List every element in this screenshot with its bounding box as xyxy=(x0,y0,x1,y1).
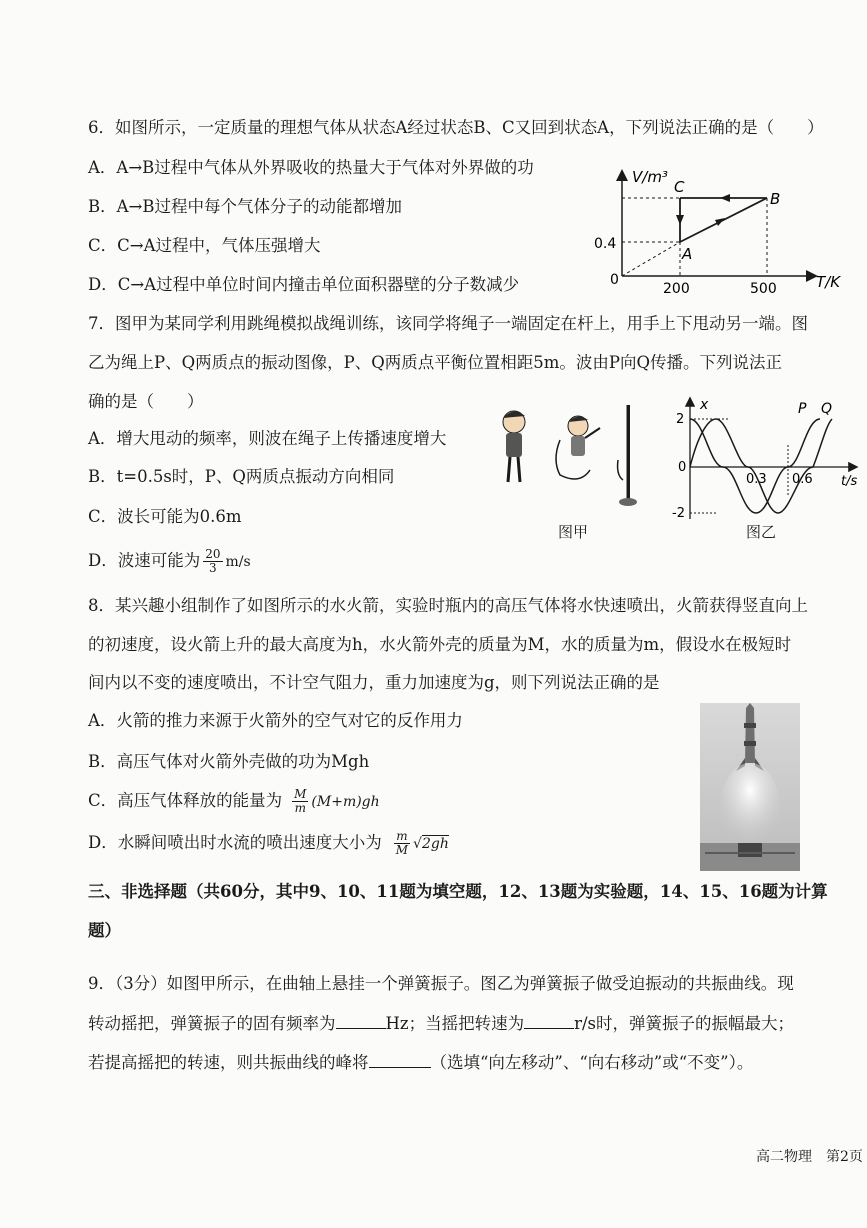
section3-heading-line1: 三、非选择题（共60分，其中9、10、11题为填空题，12、13题为实验题，14、15、16题为计算 xyxy=(88,882,828,901)
arrow-head xyxy=(676,215,684,225)
fraction-denominator: m xyxy=(294,801,306,815)
fraction-denominator: M xyxy=(395,843,409,857)
q6-stem: 6．如图所示，一定质量的理想气体从状态A经过状态B、C又回到状态A，下列说法正确的是（ ） xyxy=(88,118,824,137)
q6-option-c: C．C→A过程中，气体压强增大 xyxy=(88,236,321,255)
water-spray xyxy=(720,763,780,853)
point-c-label: C xyxy=(674,178,685,196)
answer-blank-peak-shift[interactable] xyxy=(369,1051,431,1068)
fraction-numerator: 20 xyxy=(205,547,221,561)
v-tick-label: 0.4 xyxy=(594,236,617,252)
q7-option-c: C．波长可能为0.6m xyxy=(88,507,242,526)
answer-blank-speed[interactable] xyxy=(524,1012,574,1029)
x-axis-label: x xyxy=(700,397,709,413)
q8-stem-line3: 间内以不变的速度喷出，不计空气阻力，重力加速度为g，则下列说法正确的是 xyxy=(88,673,660,692)
q7-figure-yi-caption: 图乙 xyxy=(746,523,777,541)
y-tick-top: 2 xyxy=(676,412,685,427)
t-axis-label: t/s xyxy=(841,474,858,489)
q9-line3 xyxy=(88,1051,753,1074)
q8-option-d-prefix: D．水瞬间喷出时水流的喷出速度大小为 xyxy=(88,833,382,852)
q8-energy-expression: (M+m)gh xyxy=(311,794,380,810)
section3-heading-line2: 题） xyxy=(88,921,121,940)
t-tick-500: 500 xyxy=(750,281,777,297)
q8-option-a: A．火箭的推力来源于火箭外的空气对它的反作用力 xyxy=(88,711,463,730)
sqrt-sign: √ xyxy=(413,836,422,852)
q8-option-c-prefix: C．高压气体释放的能量为 xyxy=(88,791,283,810)
q8-option-c xyxy=(88,788,380,815)
q7-vibration-graph xyxy=(668,395,863,525)
origin-label: 0 xyxy=(610,272,619,288)
curve-q xyxy=(690,419,832,513)
q9-line1: 9．（3分）如图甲所示，在曲轴上悬挂一个弹簧振子。图乙为弹簧振子做受迫振动的共振曲线。现 xyxy=(88,974,794,993)
q7-figure-jia-caption: 图甲 xyxy=(558,523,589,541)
v-axis-label: V/m³ xyxy=(632,168,668,186)
fraction-denominator: 3 xyxy=(209,561,217,575)
arrow-head xyxy=(720,194,730,202)
q7-stem-line2: 乙为绳上P、Q两质点的振动图像，P、Q两质点平衡位置相距5m。波由P向Q传播。下列说法正 xyxy=(88,353,783,372)
q8-stem-line2: 的初速度，设火箭上升的最大高度为h，水火箭外壳的质量为M，水的质量为m，假设水在极短时 xyxy=(88,635,792,654)
path-a-b xyxy=(680,198,767,242)
curve-p xyxy=(690,419,820,513)
q8-option-b: B．高压气体对火箭外壳做的功为Mgh xyxy=(88,752,370,771)
t-tick-200: 200 xyxy=(663,281,690,297)
water-rocket-photo xyxy=(700,703,800,871)
t-tick-0.3: 0.3 xyxy=(746,472,767,487)
point-a-label: A xyxy=(682,245,693,263)
q9-line2-part1: 转动摇把，弹簧振子的固有频率为 xyxy=(88,1014,336,1033)
answer-blank-frequency[interactable] xyxy=(336,1012,386,1029)
fraction-numerator: M xyxy=(294,787,307,801)
rocket-band xyxy=(744,723,756,728)
q6-option-a: A．A→B过程中气体从外界吸收的热量大于气体对外界做的功 xyxy=(88,158,534,177)
q8-velocity-fraction xyxy=(394,830,410,857)
label-p: P xyxy=(798,401,807,417)
q7-speed-unit: m/s xyxy=(225,554,251,570)
rocket-body xyxy=(745,703,755,763)
q6-option-d: D．C→A过程中单位时间内撞击单位面积器壁的分子数减少 xyxy=(88,275,520,294)
origin-label: 0 xyxy=(678,460,687,475)
q6-vt-graph xyxy=(590,160,850,300)
person-leg xyxy=(518,457,520,482)
q7-jump-rope-figure xyxy=(490,400,650,515)
q7-option-d xyxy=(88,548,251,575)
q9-line3-part2: （选填“向左移动”、“向右移动”或“不变”）。 xyxy=(430,1053,754,1072)
q9-line2-part2: Hz；当摇把转速为 xyxy=(385,1014,525,1033)
person-body xyxy=(571,436,585,456)
label-q: Q xyxy=(821,401,833,417)
y-tick-bottom: -2 xyxy=(672,506,685,521)
q8-energy-fraction xyxy=(292,788,308,815)
q9-line2 xyxy=(88,1012,794,1035)
q9-line2-part3: r/s时，弹簧振子的振幅最大； xyxy=(574,1014,795,1033)
t-axis-label: T/K xyxy=(816,273,841,291)
person-body xyxy=(506,433,522,457)
sqrt-radicand: 2gh xyxy=(421,836,449,852)
dashed-guide xyxy=(622,242,680,276)
pole-base xyxy=(619,498,637,506)
q7-option-a: A．增大甩动的频率，则波在绳子上传播速度增大 xyxy=(88,429,447,448)
q8-option-d xyxy=(88,830,449,857)
q7-option-d-prefix: D．波速可能为 xyxy=(88,551,201,570)
q8-stem-line1: 8．某兴趣小组制作了如图所示的水火箭，实验时瓶内的高压气体将水快速喷出，火箭获得竖直向上 xyxy=(88,596,808,615)
q6-option-b: B．A→B过程中每个气体分子的动能都增加 xyxy=(88,197,402,216)
t-tick-0.6: 0.6 xyxy=(792,472,813,487)
q7-stem-line3: 确的是（ ） xyxy=(88,392,204,411)
person-leg xyxy=(508,457,510,482)
fraction-numerator: m xyxy=(396,829,408,843)
q7-stem-line1: 7．图甲为某同学利用跳绳模拟战绳训练，该同学将绳子一端固定在杆上，用手上下甩动另一端。图 xyxy=(88,314,808,333)
rocket-band xyxy=(744,741,756,746)
rope xyxy=(618,460,623,480)
arrow-head xyxy=(715,218,725,226)
q7-speed-fraction xyxy=(203,548,222,575)
point-b-label: B xyxy=(770,190,781,208)
q7-option-b: B．t=0.5s时，P、Q两质点振动方向相同 xyxy=(88,467,395,486)
page-footer: 高二物理 第2页 xyxy=(756,1149,863,1165)
q9-line3-part1: 若提高摇把的转速，则共振曲线的峰将 xyxy=(88,1053,369,1072)
launch-pad xyxy=(738,843,762,857)
